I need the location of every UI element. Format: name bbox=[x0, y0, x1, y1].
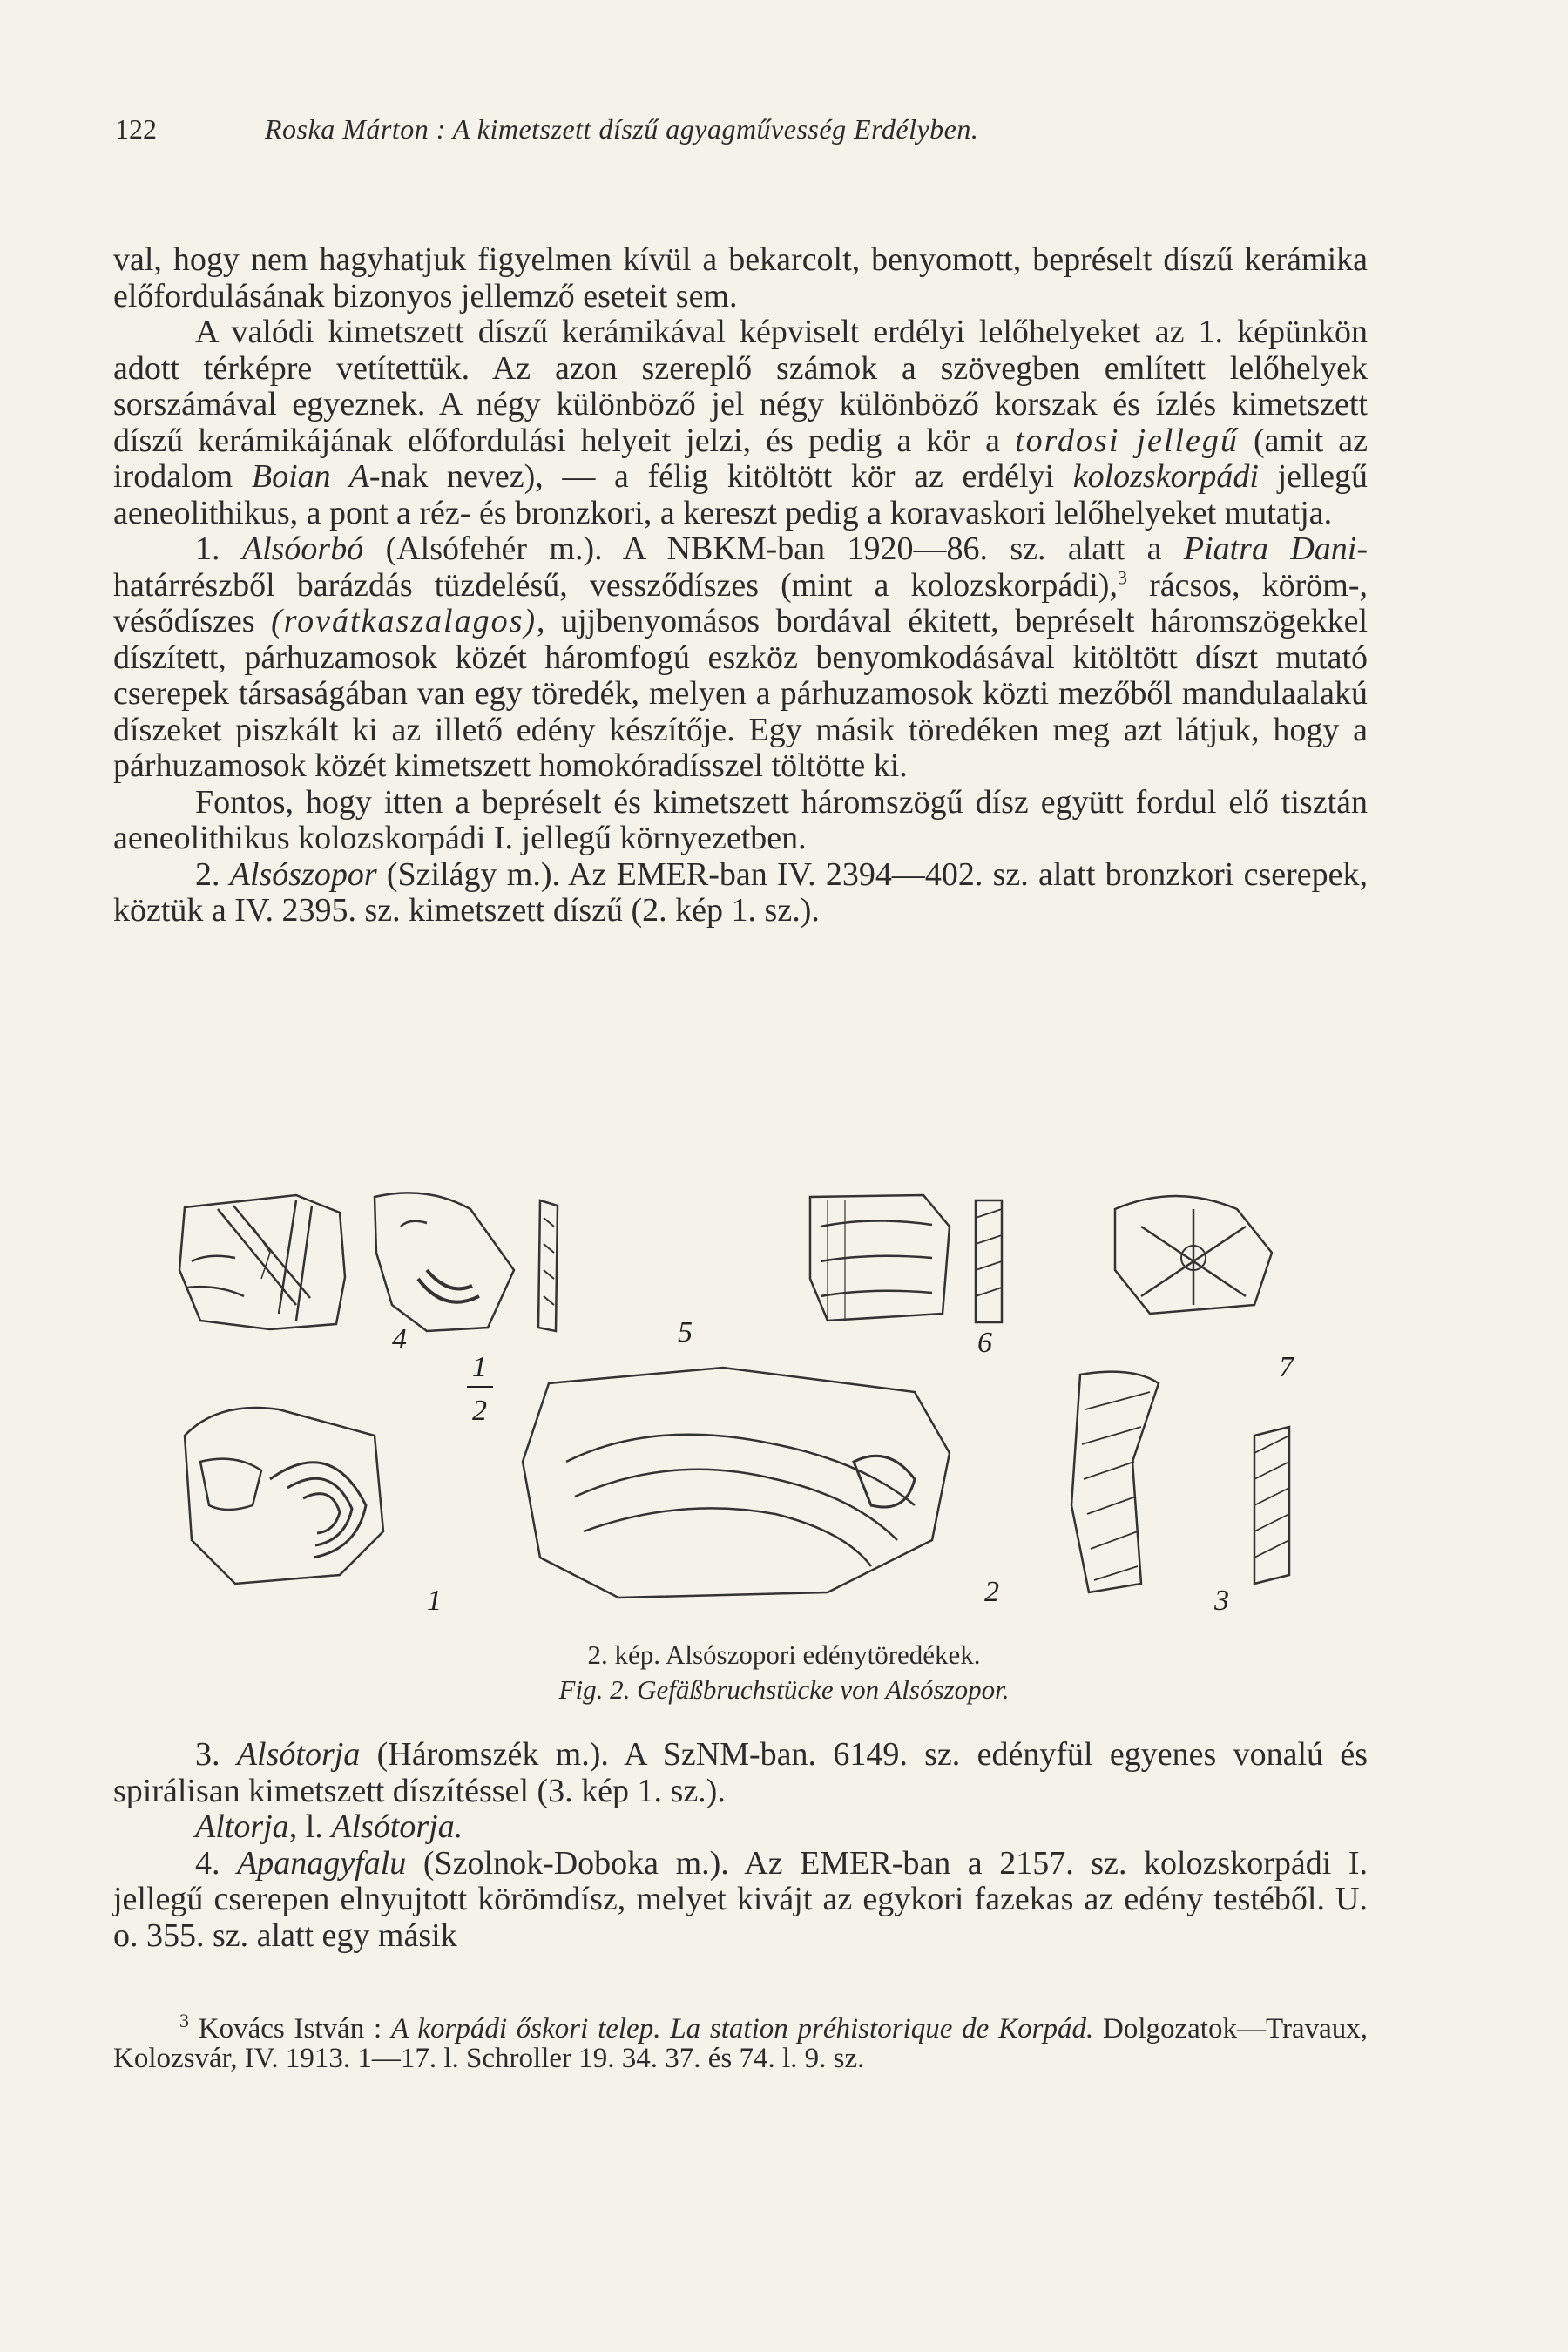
fig-label: 2 bbox=[984, 1576, 999, 1608]
running-title: Roska Márton : A kimetszett díszű agyagművesség Erdélyben. bbox=[265, 113, 979, 145]
p8-place: Apanagyfalu bbox=[237, 1844, 407, 1882]
sherd-2-drawing bbox=[523, 1368, 950, 1598]
paragraph-5 bbox=[113, 857, 1368, 929]
p3-place: Alsóorbó bbox=[241, 531, 364, 567]
paragraph-2 bbox=[113, 314, 1368, 531]
figure-labels bbox=[392, 1316, 1295, 1617]
sherd-7-drawing bbox=[1115, 1196, 1272, 1314]
p7-altorja: Altorja bbox=[195, 1808, 289, 1845]
figure-potsherds bbox=[166, 1174, 1342, 1638]
paragraph-3 bbox=[113, 531, 1368, 785]
footnote-author: Kovács István : bbox=[198, 2013, 382, 2044]
p3-num: 1. bbox=[195, 531, 220, 567]
p2-text-b: (amit az irodalom bbox=[113, 422, 1368, 495]
sherd-4-drawing bbox=[179, 1195, 345, 1329]
paragraph-6 bbox=[113, 1737, 1368, 1809]
p3-rovat: (rovátkaszalagos) bbox=[271, 603, 537, 639]
p2-text-d: jellegű aeneolithikus, a pont a réz- és bronzkori, a kereszt pedig a koravaskori lelőhelyeket mutatja. bbox=[113, 458, 1368, 531]
p2-tordosi: tordosi jellegű bbox=[1015, 422, 1239, 459]
p6-num: 3. bbox=[195, 1736, 220, 1773]
fig-label: 1 bbox=[427, 1585, 442, 1617]
caption-hungarian: 2. kép. Alsószopori edénytöredékek. bbox=[587, 1639, 981, 1670]
p8-text: (Szolnok-Doboka m.). Az EMER-ban a 2157. sz. kolozskorpádi I. jellegű cserepen elnyujtott körömdísz, melyet kivájt az egykori fazekas az edény testéből. U. o. 355. sz. alatt egy másik bbox=[113, 1844, 1369, 1954]
paragraph-8 bbox=[113, 1846, 1368, 1955]
footnote bbox=[113, 2010, 1368, 2074]
p3-text-b: -határrészből barázdás tüzdelésű, vessződíszes (mint a kolozskorpádi), bbox=[113, 531, 1368, 604]
p3-text-c: rácsos, köröm-, vésődíszes bbox=[113, 566, 1368, 639]
fig-label: 7 bbox=[1279, 1351, 1294, 1383]
sherd-6-drawing bbox=[810, 1195, 1002, 1322]
paragraph-1 bbox=[113, 242, 1368, 314]
caption-german: Fig. 2. Gefäßbruchstücke von Alsószopor. bbox=[558, 1674, 1010, 1705]
figure-caption bbox=[0, 1638, 1568, 1707]
p6-text: (Háromszék m.). A SzNM-ban. 6149. sz. edényfül egyenes vonalú és spirálisan kimetszett díszítéssel (3. kép 1. sz.). bbox=[113, 1736, 1368, 1809]
p3-piatra: Piatra Dani bbox=[1183, 531, 1357, 567]
p6-place: Alsótorja bbox=[236, 1736, 361, 1773]
p1-text: val, hogy nem hagyhatjuk figyelmen kívül a bekarcolt, benyomott, bepréselt díszű kerámika előfordulásának bizonyos jellemző eseteit sem. bbox=[113, 241, 1368, 314]
page-number: 122 bbox=[115, 113, 157, 145]
p5-place: Alsószopor bbox=[229, 855, 377, 893]
running-header bbox=[115, 113, 1369, 148]
footnote-ref: 3 bbox=[1117, 565, 1127, 588]
paragraph-4 bbox=[113, 785, 1368, 857]
p2-text-c: -nak nevez), — a félig kitöltött kör az erdélyi bbox=[368, 458, 1055, 495]
fig-label: 5 bbox=[678, 1316, 693, 1348]
footnote-number: 3 bbox=[179, 2010, 189, 2031]
p3-text-d: , ujjbenyomásos bordával ékitett, bepréselt háromszögekkel díszített, párhuzamosok közét háromfogú eszköz benyomkodásával kitöltött díszt mutató cserepek társaságában van egy töredék, melyen a párhuzamosok közti mezőből mandulaalakú díszeket piszkált ki az illető edény készítője. Egy másik töredéken meg azt látjuk, hogy a párhuzamosok közét kimetszett homokóradísszel töltötte ki. bbox=[113, 603, 1369, 784]
p2-kolozs: kolozskorpádi bbox=[1072, 458, 1259, 495]
footnote-rest: Dolgozatok—Travaux, Kolozsvár, IV. 1913. 1—17. l. Schroller 19. 34. 37. és 74. l. 9. sz. bbox=[113, 2013, 1368, 2074]
fig-label: 3 bbox=[1214, 1585, 1229, 1617]
p5-text: (Szilágy m.). Az EMER-ban IV. 2394—402. sz. alatt bronzkori cserepek, köztük a IV. 2395. sz. kimetszett díszű (2. kép 1. sz.). bbox=[113, 855, 1368, 929]
p4-text: Fontos, hogy itten a bepréselt és kimetszett háromszögű dísz együtt fordul elő tisztán aeneolithikus kolozskorpádi I. jellegű környezetben. bbox=[113, 783, 1368, 856]
p2-text-a: A valódi kimetszett díszű kerámikával képviselt erdélyi lelőhelyeket az 1. képünkön adott térképre vetítettük. Az azon szereplő számok a szövegben említett lelőhelyek sorszámával egyeznek. A négy különböző jel négy különböző korszak és ízlés kimetszett díszű kerámikájának előfordulási helyeit jelzi, és pedig a kör a bbox=[113, 314, 1368, 459]
fig-label: 1 bbox=[472, 1351, 487, 1383]
p3-text-a: (Alsófehér m.). A NBKM-ban 1920—86. sz. alatt a bbox=[385, 531, 1162, 567]
footnote-3 bbox=[113, 2010, 1368, 2074]
p2-boian: Boian A bbox=[251, 458, 369, 495]
footnote-title: A korpádi őskori telep. La station préhistorique de Korpád. bbox=[390, 2013, 1094, 2044]
p7-alsotorja: Alsótorja. bbox=[331, 1808, 463, 1845]
fig-label: 6 bbox=[977, 1327, 992, 1359]
main-text bbox=[113, 242, 1368, 929]
sherd-1-drawing bbox=[185, 1408, 383, 1584]
fig-label: 2 bbox=[472, 1395, 487, 1427]
main-text-continued bbox=[113, 1737, 1368, 1954]
sherd-3-drawing bbox=[1071, 1372, 1289, 1592]
fig-label: 4 bbox=[392, 1323, 407, 1355]
paragraph-7 bbox=[113, 1809, 1368, 1846]
p7-see: , l. bbox=[288, 1808, 323, 1845]
p8-num: 4. bbox=[195, 1844, 220, 1882]
sherd-5-drawing bbox=[375, 1193, 558, 1331]
p5-num: 2. bbox=[195, 855, 220, 893]
